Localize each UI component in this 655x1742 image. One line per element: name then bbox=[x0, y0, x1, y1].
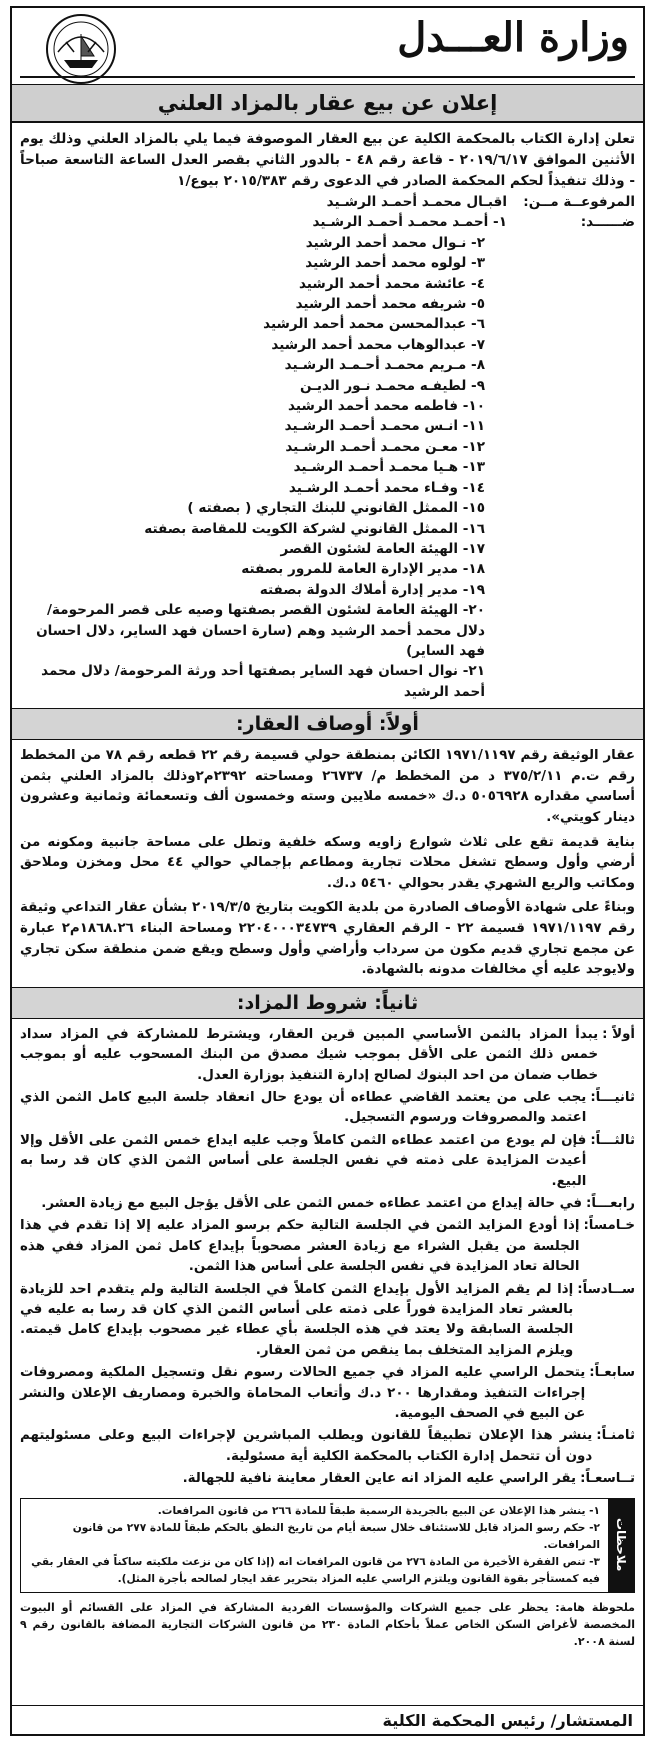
condition-key: سابعـاً: bbox=[589, 1365, 635, 1381]
defendants-label: ضــــــد: bbox=[580, 214, 635, 231]
condition-text: يقر الراسي عليه المزاد انه عاين العقار معاينة نافية للجهالة. bbox=[182, 1471, 577, 1487]
condition-key: رابعـــاً: bbox=[586, 1195, 635, 1211]
plaintiff-name: اقبـال محمـد أحمـد الرشـيد bbox=[326, 194, 507, 210]
property-paragraph: عقار الوثيقة رقم ١٩٧١/١١٩٧ الكائن بمنطقة حولي قسيمة رقم ٢٢ قطعه رقم ٧٨ من المخطط رقم ت.م ٣٧٥/٢/١١ د من المخطط م/ ٢٦٧٣٧ ومساحته ٢٣٩٢م٢وذلك بالمزاد العلني بثمن أساسي مقداره ٥٠٥٦٩٢٨ د.ك «خمسه ملايين وسته وخمسون ألف وتسعمائة وثمانية وعشرون دينار كويتي». bbox=[20, 748, 635, 825]
plaintiff-label: المرفوعــة مــن: bbox=[523, 194, 635, 210]
condition-item bbox=[20, 1426, 635, 1467]
defendant-item: ٦- عبدالمحسن محمد أحمد الرشيد bbox=[263, 316, 485, 333]
condition-item bbox=[20, 1280, 635, 1362]
condition-item bbox=[20, 1194, 635, 1214]
defendant-item: ١٦- الممثل القانوني لشركة الكويت للمقاصة بصفته bbox=[144, 520, 485, 537]
defendant-item: ٩- لطيفـه محمـد نـور الديـن bbox=[300, 377, 485, 394]
defendant-item: ١١- انـس محمـد أحمـد الرشـيد bbox=[284, 418, 485, 435]
defendant-item: ١٣- هـيا محمـد أحمـد الرشـيد bbox=[293, 459, 485, 476]
note-item: ١- ينشر هذا الإعلان عن البيع بالجريدة الرسمية طبقاً للمادة ٢٦٦ من قانون المرافعات. bbox=[157, 1504, 600, 1517]
notice-frame bbox=[10, 6, 645, 1736]
property-paragraph: بناية قديمة تقع على ثلاث شوارع زاويه وسكه خلفية وتطل على مساحة جانبية ومكونه من أرضي وأول وسطح تشغل محلات تجارية ومطاعم بإجمالي حوالي ٤٤ محل ومخزن وملاحق ومكاتب والريع الشهري يقدر بحوالي ٥٤٦٠ د.ك. bbox=[20, 834, 635, 891]
defendant-item: ٣- لولوه محمد أحمد الرشيد bbox=[305, 255, 485, 272]
header bbox=[20, 8, 635, 78]
condition-text: يجب على من يعتمد القاضي عطاءه أن يودع حال انعقاد جلسة البيع كامل الثمن الذي اعتمد والمصروفات ورسوم التسجيل. bbox=[20, 1089, 587, 1126]
condition-item bbox=[20, 1363, 635, 1424]
note-item: ٢- حكم رسو المزاد قابل للاستئناف خلال سبعة أيام من تاريخ النطق بالحكم طبقاً للمادة ٢٧٧ من قانون المرافعات. bbox=[72, 1521, 600, 1551]
condition-text: إذا أودع المزايد الثمن في الجلسة التالية حكم برسو المزاد عليه إلا إذا تقدم في هذا الجلسة من يقبل الشراء مع زيادة العشر مصحوباً بإيداع كامل ثمن المزاد ففي هذه الحالة تعاد المزايدة في نفس الجلسة على أساس هذا الثمن. bbox=[20, 1218, 580, 1275]
condition-key: تــاسعـاً: bbox=[580, 1471, 635, 1487]
condition-item bbox=[20, 1088, 635, 1129]
condition-key: خـامساً: bbox=[583, 1218, 635, 1234]
condition-text: يتحمل الراسي عليه المزاد في جميع الحالات رسوم نقل وتسجيل الملكية ومصروفات إجراءات التنفيذ ومقدارها ٢٠٠ د.ك وأتعاب المحاماة والخبرة ومصاريف الإعلان والنشر عن البيع في الصحف اليومية. bbox=[20, 1365, 586, 1421]
condition-text: ينشر هذا الإعلان تطبيقاً للقانون ويطلب المباشرين لإجراءات البيع وعلى مسئوليتهم دون أن تتحمل إدارة الكتاب بالمحكمة الكلية أية مسئولية. bbox=[20, 1428, 593, 1464]
condition-text: فإن لم يودع من اعتمد عطاءه الثمن كاملاً وجب عليه ايداع خمس الثمن على الأقل وإلا أعيدت المزايدة على ذمته في نفس الجلسة على أساس الثمن الذي كان قد رسا به البيع. bbox=[20, 1132, 587, 1189]
defendant-item: ١- أحمـد محمـد أحمـد الرشـيد bbox=[312, 214, 507, 231]
condition-text: في حالة إيداع من اعتمد عطاءه خمس الثمن على الأقل يؤجل البيع مع زيادة العشر. bbox=[41, 1195, 582, 1211]
plaintiff-row bbox=[20, 192, 635, 212]
defendant-item: ١٤- وفـاء محمد أحمـد الرشـيد bbox=[288, 479, 485, 496]
condition-key: أولاً : bbox=[602, 1026, 635, 1042]
kuwait-emblem-icon bbox=[44, 12, 118, 86]
condition-item bbox=[20, 1131, 635, 1192]
notes-box bbox=[20, 1498, 635, 1593]
intro-text: تعلن إدارة الكتاب بالمحكمة الكلية عن بيع العقار الموصوفة فيما يلي بالمزاد العلني وذلك يوم الأثنين الموافق ٢٠١٩/٦/١٧ - قاعة رقم ٤٨ - بالدور الثاني بقصر العدل الساعة التاسعة صباحاً - وذلك تنفيذاً لحكم المحكمة الصادر في الدعوى رقم ٢٠١٥/٣٨٣ بيوع/١ bbox=[20, 131, 635, 189]
defendant-item: ٢- نـوال محمد أحمد الرشيد bbox=[305, 234, 485, 251]
condition-item bbox=[20, 1025, 635, 1086]
important-note: ملحوظة هامة: يحظر على جميع الشركات والمؤسسات الفردية المشاركة في المزاد على القسائم أو البيوت المخصصة لأغراض السكن الخاص عملاً بأحكام المادة ٢٣٠ من قانون الشركات التجارية المضافة بالقانون رقم ٩ لسنة ٢٠٠٨. bbox=[20, 1600, 635, 1648]
defendants-row bbox=[20, 212, 635, 232]
defendant-item: ٢١- نوال احسان فهد الساير بصفتها أحد ورثة المرحومة/ دلال محمد أحمد الرشيد bbox=[41, 663, 485, 700]
defendant-item: ١٥- الممثل القانوني للبنك التجاري ( بصفته ) bbox=[187, 500, 485, 517]
conditions-list bbox=[20, 1025, 635, 1490]
condition-key: ثانيـــاً: bbox=[590, 1089, 635, 1105]
defendant-item: ١٢- معـن محمـد أحمـد الرشـيد bbox=[285, 438, 485, 455]
property-paragraph: وبناءً على شهادة الأوصاف الصادرة من بلدية الكويت بتاريخ ٢٠١٩/٣/٥ بشأن عقار التداعي وثيقة رقم ١٩٧١/١١٩٧ قسيمة ٢٢ - الرقم العقاري ٢٢٠٤٠٠٠٣٤٧٣٩ ومساحة البناء ١٨٦٨.٢٦م٢ عبارة عن مجمع تجاري قديم مكون من سرداب وأراضي وأول وسطح ويقع ضمن منطقة سكن تجاري ولايوجد عليه أي مخالفات مدونه بالشهادة. bbox=[20, 900, 635, 978]
defendant-item: ٥- شريفه محمد أحمد الرشيد bbox=[295, 296, 485, 313]
defendant-item: ٢٠- الهيئة العامة لشئون القصر بصفتها وصيه على قصر المرحومة/ دلال محمد أحمد الرشيد وهم (سارة احسان فهد الساير، دلال احسان فهد الساير) bbox=[36, 602, 485, 659]
defendant-item: ١٧- الهيئة العامة لشئون القصر bbox=[280, 540, 485, 557]
parties bbox=[20, 192, 635, 702]
condition-key: ثامنـاً: bbox=[596, 1428, 635, 1444]
condition-text: يبدأ المزاد بالثمن الأساسي المبين قرين العقار، ويشترط للمشاركة في المزاد سداد خمس ذلك الثمن على الأقل بموجب شيك مصدق من البنك المسحوب عليه أو بموجب خطاب ضمان من احد البنوك لصالح إدارة التنفيذ بوزارة العدل. bbox=[20, 1026, 599, 1083]
defendant-item: ٤- عائشة محمد أحمد الرشيد bbox=[298, 275, 485, 292]
notes-side-label: ملاحظات bbox=[608, 1499, 634, 1592]
defendant-item: ١٨- مدير الإدارة العامة للمرور بصفته bbox=[241, 561, 485, 578]
condition-text: إذا لم يقم المزايد الأول بإيداع الثمن كاملاً في الجلسة التالية ولم يتقدم احد للزيادة بالعشر تعاد المزايدة فوراً على ذمته على أساس الثمن الذي كان قد رسا به عليه في الجلسة السابقة ولا يعتد في هذه الجلسة بأي عطاء غير مصحوب بإيداع كامل قيمته. ويلزم المزايد المتخلف بما ينقص من ثمن العقار. bbox=[20, 1281, 574, 1358]
section-property-title: أولاً: أوصاف العقار: bbox=[12, 708, 643, 740]
note-item: ٣- تنص الفقرة الأخيرة من المادة ٢٧٦ من قانون المرافعات انه (إذا كان من نزعت ملكيته ساكناً في العقار بقي فيه كمستأجر بقوة القانون ويلتزم الراسي عليه المزاد بتحرير عقد ايجار لصالحه بأجرة المثل). bbox=[31, 1555, 600, 1585]
defendant-item: ١٩- مدير إدارة أملاك الدولة بصفته bbox=[259, 581, 485, 598]
defendants-list bbox=[20, 233, 635, 702]
condition-item bbox=[20, 1216, 635, 1277]
condition-key: ســادساً: bbox=[577, 1281, 635, 1297]
section-conditions-title: ثانياً: شروط المزاد: bbox=[12, 987, 643, 1019]
condition-item bbox=[20, 1469, 635, 1489]
signature: المستشار/ رئيس المحكمة الكلية bbox=[12, 1705, 643, 1734]
defendant-item: ١٠- فاطمه محمد أحمد الرشيد bbox=[288, 398, 485, 415]
defendant-item: ٧- عبدالوهاب محمد أحمد الرشيد bbox=[271, 336, 485, 353]
notice-title: إعلان عن بيع عقار بالمزاد العلني bbox=[12, 84, 643, 123]
notes-body bbox=[21, 1499, 608, 1592]
ministry-name: وزارة العـــدل bbox=[397, 14, 629, 61]
defendant-item: ٨- مـريم محمـد أحـمـد الرشـيد bbox=[284, 357, 485, 374]
condition-key: ثالثـــاً: bbox=[590, 1132, 635, 1148]
